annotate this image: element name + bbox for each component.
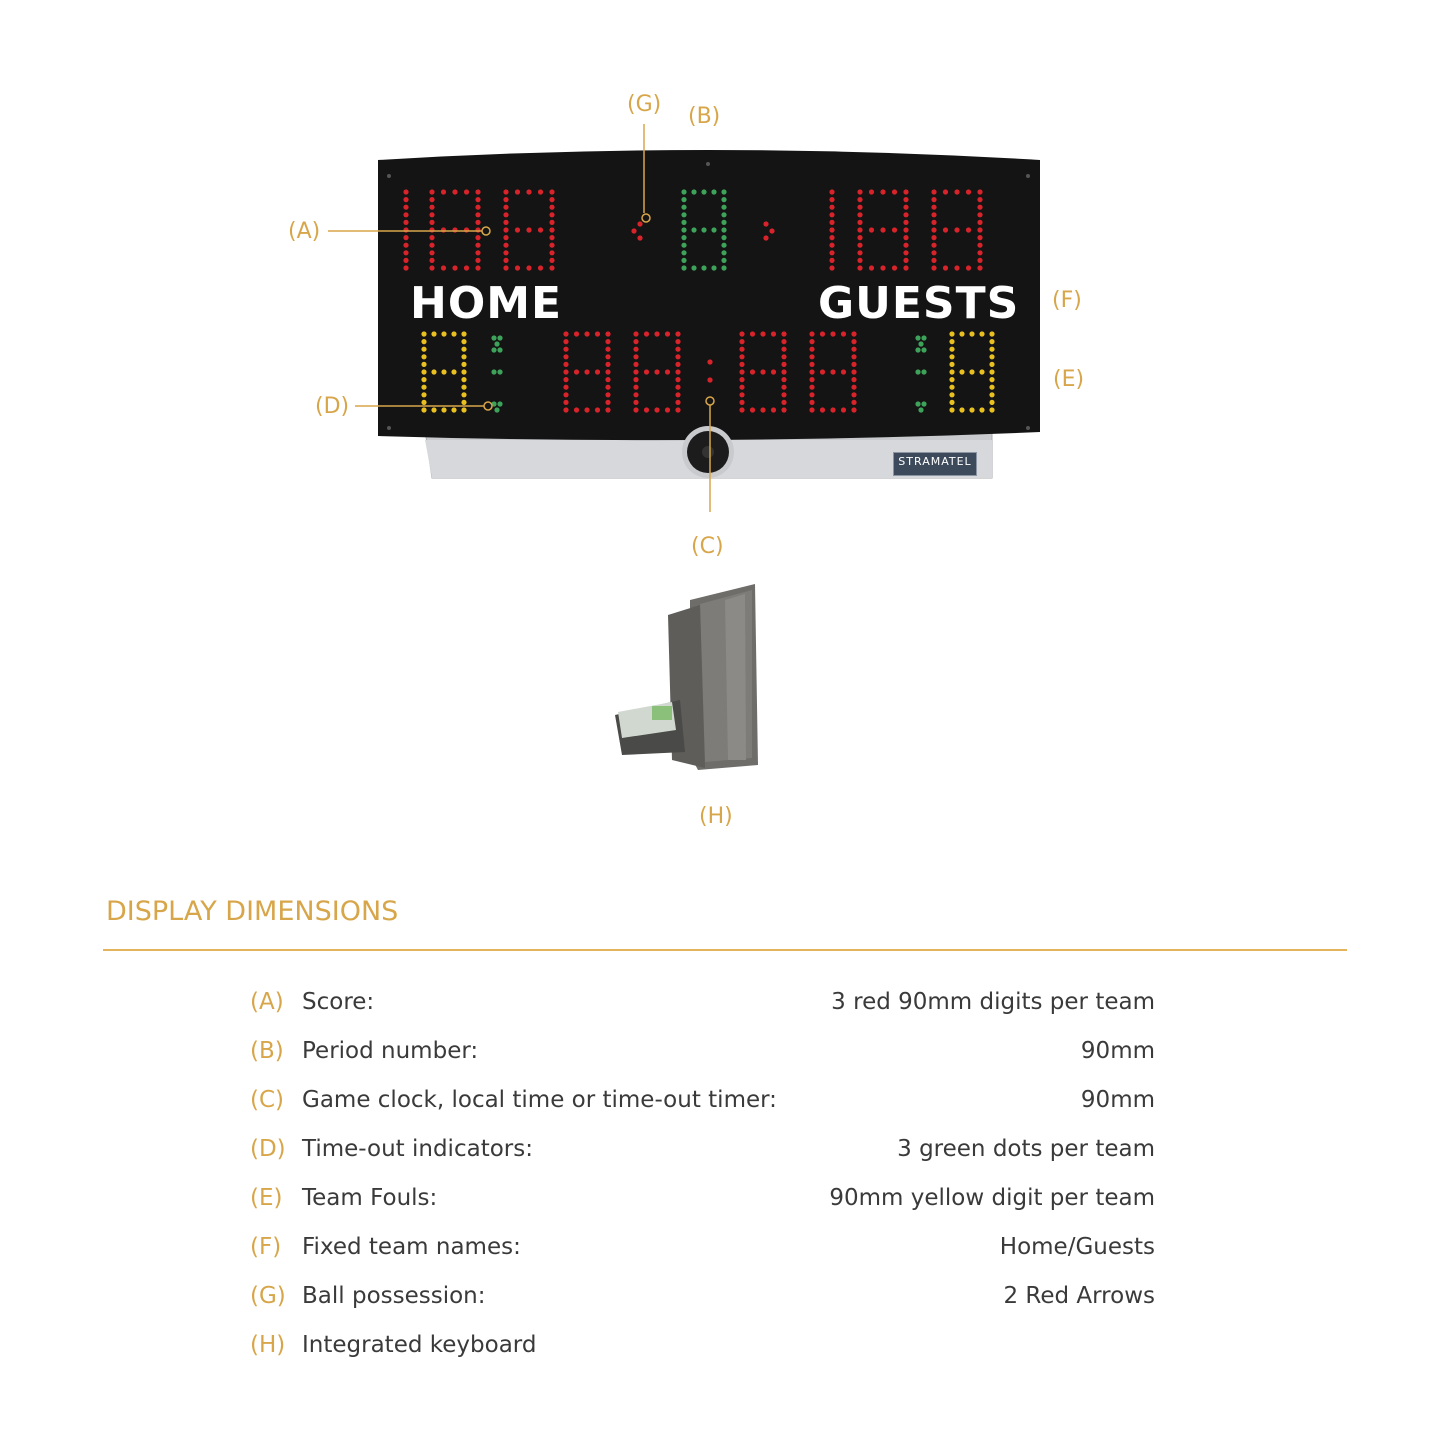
brand-logo: STRAMATEL — [893, 452, 977, 476]
spec-label: Time-out indicators: — [302, 1136, 533, 1162]
section-title: DISPLAY DIMENSIONS — [106, 896, 399, 927]
spec-label: Game clock, local time or time-out timer: — [302, 1087, 777, 1113]
spec-row — [250, 1328, 1155, 1377]
callout-h: (H) — [699, 804, 733, 829]
spec-value: 2 Red Arrows — [1003, 1283, 1155, 1309]
title-divider — [103, 949, 1347, 951]
spec-value: 90mm — [1080, 1087, 1155, 1113]
home-label: HOME — [410, 278, 563, 329]
spec-row — [250, 1034, 1155, 1083]
spec-letter: (D) — [250, 1136, 286, 1162]
spec-label: Ball possession: — [302, 1283, 486, 1309]
spec-letter: (E) — [250, 1185, 283, 1211]
callout-e: (E) — [1053, 367, 1085, 392]
spec-list — [250, 985, 1155, 1377]
spec-label: Score: — [302, 989, 375, 1015]
spec-value: 90mm yellow digit per team — [829, 1185, 1155, 1211]
callout-b: (B) — [688, 104, 721, 129]
callout-c: (C) — [691, 534, 724, 559]
spec-row — [250, 985, 1155, 1034]
spec-letter: (H) — [250, 1332, 286, 1358]
callout-d: (D) — [315, 394, 350, 419]
spec-row — [250, 1083, 1155, 1132]
callout-a: (A) — [288, 219, 321, 244]
spec-letter: (G) — [250, 1283, 286, 1309]
spec-label: Integrated keyboard — [302, 1332, 537, 1358]
guests-label: GUESTS — [818, 278, 1020, 329]
spec-letter: (F) — [250, 1234, 282, 1260]
callout-f: (F) — [1052, 288, 1082, 313]
spec-value: 3 green dots per team — [897, 1136, 1155, 1162]
spec-row — [250, 1279, 1155, 1328]
spec-row — [250, 1132, 1155, 1181]
spec-letter: (B) — [250, 1038, 284, 1064]
spec-row — [250, 1230, 1155, 1279]
spec-label: Period number: — [302, 1038, 479, 1064]
spec-letter: (A) — [250, 989, 284, 1015]
spec-label: Fixed team names: — [302, 1234, 521, 1260]
spec-letter: (C) — [250, 1087, 285, 1113]
spec-value: 90mm — [1080, 1038, 1155, 1064]
spec-label: Team Fouls: — [302, 1185, 438, 1211]
integrated-keyboard — [615, 584, 758, 770]
callout-g: (G) — [627, 92, 662, 117]
spec-row — [250, 1181, 1155, 1230]
spec-value: Home/Guests — [999, 1234, 1155, 1260]
spec-value: 3 red 90mm digits per team — [831, 989, 1155, 1015]
